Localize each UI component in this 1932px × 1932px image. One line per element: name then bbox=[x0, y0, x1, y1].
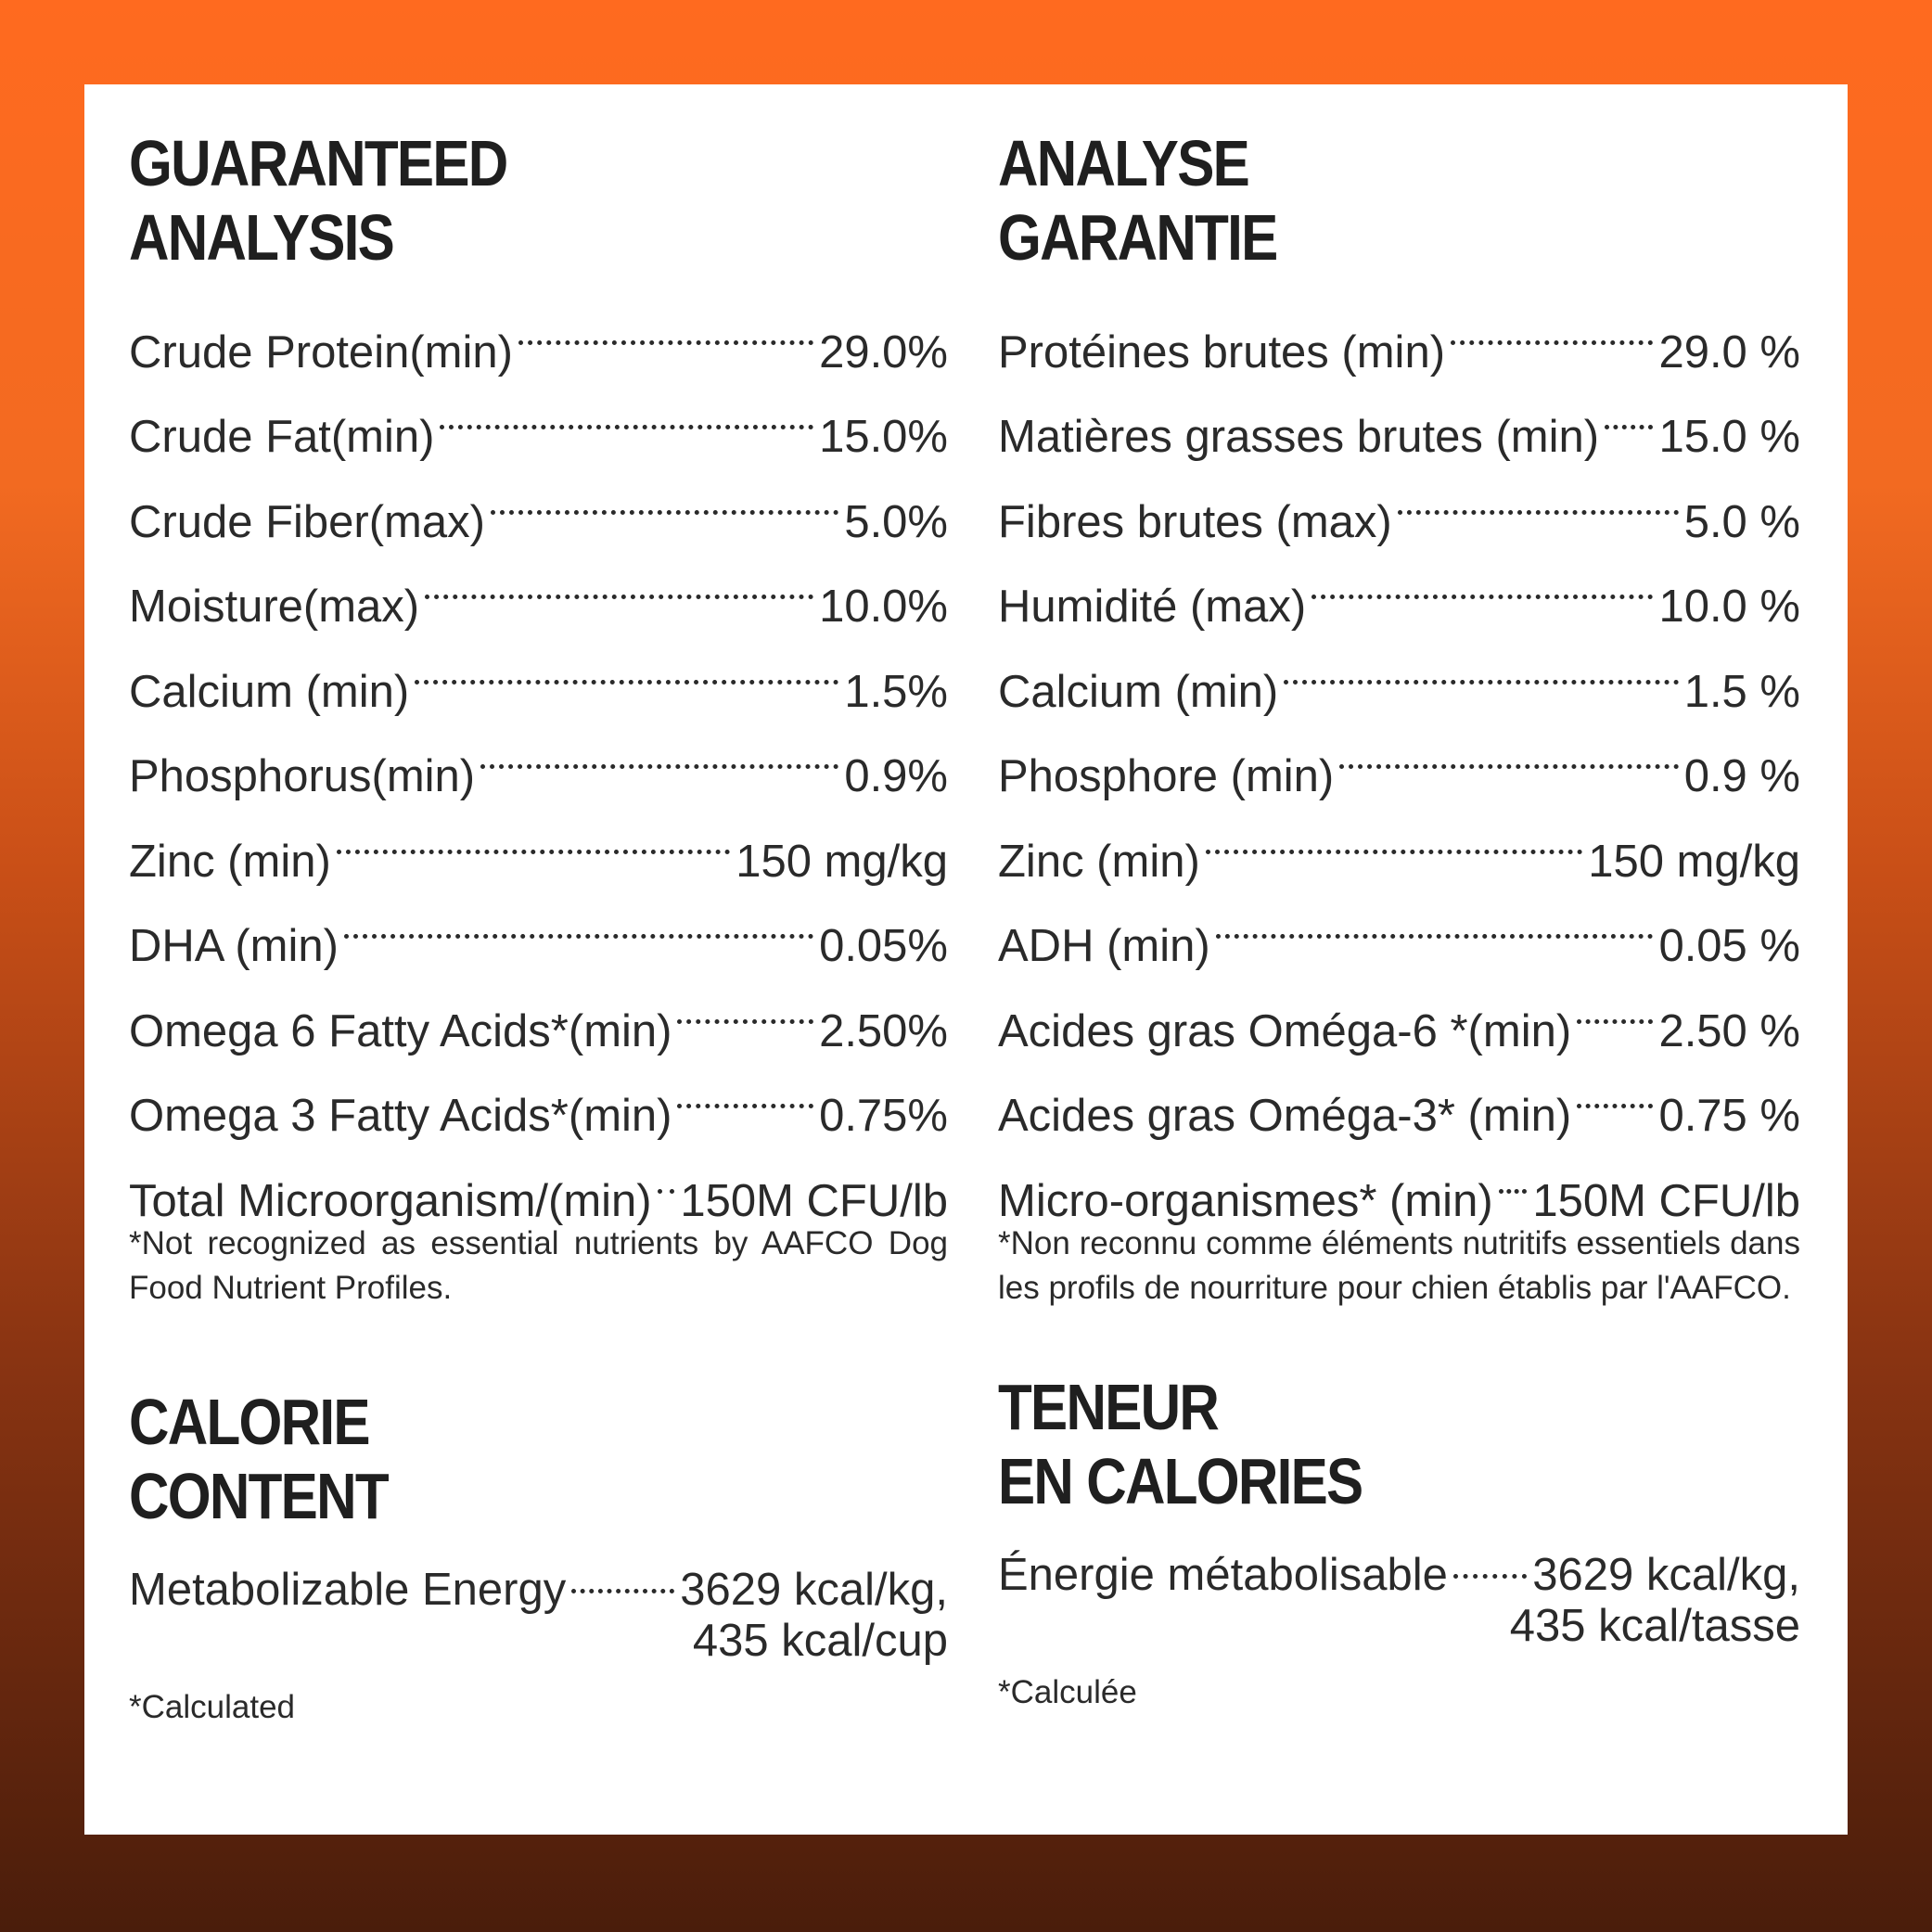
label-panel bbox=[84, 84, 1848, 1835]
dot-leader bbox=[677, 1046, 813, 1132]
heading-line-2: GARANTIE bbox=[998, 201, 1277, 274]
dot-leader bbox=[1499, 1131, 1528, 1216]
nutrient-value: 15.0% bbox=[819, 412, 948, 462]
nutrient-value: 0.9% bbox=[844, 751, 948, 801]
dot-leader bbox=[491, 452, 838, 537]
analysis-row bbox=[129, 282, 948, 377]
nutrient-value: 10.0% bbox=[819, 582, 948, 632]
energy-entry bbox=[998, 1539, 1800, 1652]
energy-label: Metabolizable Energy bbox=[129, 1565, 567, 1615]
nutrient-value: 150M CFU/lb bbox=[680, 1175, 948, 1226]
energy-value-cup: 435 kcal/tasse bbox=[1509, 1601, 1800, 1651]
nutrient-label: Phosphore (min) bbox=[998, 751, 1335, 801]
energy-label: Énergie métabolisable bbox=[998, 1550, 1448, 1600]
dot-leader bbox=[658, 1131, 675, 1216]
nutrient-label: Crude Fiber(max) bbox=[129, 496, 485, 547]
nutrient-value: 0.05% bbox=[819, 921, 948, 971]
energy-value-kg: 3629 kcal/kg, bbox=[680, 1565, 948, 1615]
nutrient-label: Total Microorganism/(min) bbox=[129, 1175, 652, 1226]
nutrient-label: Phosphorus(min) bbox=[129, 751, 476, 801]
nutrient-label: Moisture(max) bbox=[129, 582, 420, 632]
heading-line-2: ANALYSIS bbox=[129, 201, 394, 274]
dot-leader bbox=[1605, 367, 1653, 453]
nutrient-label: Protéines brutes (min) bbox=[998, 326, 1446, 377]
dot-leader bbox=[1206, 791, 1582, 876]
nutrient-value: 150M CFU/lb bbox=[1532, 1175, 1800, 1226]
dot-leader bbox=[1339, 707, 1678, 792]
energy-entry bbox=[129, 1554, 948, 1667]
heading-line-1: ANALYSE bbox=[998, 127, 1249, 199]
nutrient-value: 15.0 % bbox=[1658, 412, 1800, 462]
nutrient-label: Calcium (min) bbox=[998, 666, 1279, 717]
dot-leader bbox=[480, 707, 838, 792]
english-column bbox=[129, 126, 948, 1311]
analysis-rows bbox=[129, 282, 948, 1226]
nutrient-value: 150 mg/kg bbox=[736, 836, 948, 887]
nutrient-value: 5.0% bbox=[844, 496, 948, 547]
dot-leader bbox=[415, 621, 838, 707]
nutrient-label: Acides gras Oméga-6 *(min) bbox=[998, 1005, 1572, 1056]
teneur-en-calories-heading bbox=[998, 1370, 1688, 1518]
nutrient-label: Fibres brutes (max) bbox=[998, 496, 1392, 547]
nutrient-value: 0.9 % bbox=[1683, 751, 1800, 801]
dot-leader bbox=[1398, 452, 1679, 537]
nutrient-value: 10.0 % bbox=[1658, 582, 1800, 632]
nutrient-value: 0.75 % bbox=[1658, 1091, 1800, 1141]
dot-leader bbox=[518, 282, 813, 367]
nutrient-label: ADH (min) bbox=[998, 921, 1210, 971]
analysis-row bbox=[998, 282, 1800, 377]
nutrient-value: 0.05 % bbox=[1658, 921, 1800, 971]
nutrient-label: Humidité (max) bbox=[998, 582, 1307, 632]
nutrient-label: Calcium (min) bbox=[129, 666, 410, 717]
nutrient-label: Micro-organismes* (min) bbox=[998, 1175, 1493, 1226]
nutrient-value: 29.0% bbox=[819, 326, 948, 377]
dot-leader bbox=[1216, 876, 1654, 962]
dot-leader bbox=[571, 1554, 674, 1605]
nutrient-label: Omega 6 Fatty Acids*(min) bbox=[129, 1005, 672, 1056]
calorie-content-heading bbox=[129, 1385, 833, 1533]
french-column bbox=[998, 126, 1800, 1311]
energy-line-1 bbox=[129, 1554, 948, 1616]
nutrient-label: Zinc (min) bbox=[998, 836, 1200, 887]
dot-leader bbox=[1453, 1539, 1527, 1590]
nutrient-label: Zinc (min) bbox=[129, 836, 331, 887]
nutrient-label: Crude Protein(min) bbox=[129, 326, 513, 377]
dot-leader bbox=[337, 791, 730, 876]
dot-leader bbox=[1311, 537, 1653, 622]
nutrient-label: Acides gras Oméga-3* (min) bbox=[998, 1091, 1572, 1141]
nutrient-label: DHA (min) bbox=[129, 921, 339, 971]
nutrient-value: 1.5 % bbox=[1683, 666, 1800, 717]
aafco-note: *Non reconnu comme éléments nutritifs essentiels dans les profils de nourriture pour chien établis par l'AAFCO. bbox=[998, 1224, 1800, 1306]
heading-line-2: CONTENT bbox=[129, 1460, 388, 1532]
calorie-content-fr bbox=[998, 1370, 1800, 1715]
guaranteed-analysis-heading bbox=[129, 126, 833, 275]
nutrient-value: 5.0 % bbox=[1683, 496, 1800, 547]
heading-line-1: TENEUR bbox=[998, 1371, 1219, 1443]
nutrient-label: Matières grasses brutes (min) bbox=[998, 412, 1600, 462]
energy-value-kg: 3629 kcal/kg, bbox=[1532, 1550, 1800, 1600]
analysis-rows bbox=[998, 282, 1800, 1226]
heading-line-1: GUARANTEED bbox=[129, 127, 507, 199]
nutrient-label: Omega 3 Fatty Acids*(min) bbox=[129, 1091, 672, 1141]
dot-leader bbox=[1577, 961, 1653, 1046]
nutrient-value: 2.50% bbox=[819, 1005, 948, 1056]
energy-value-cup: 435 kcal/cup bbox=[692, 1616, 948, 1666]
dot-leader bbox=[1451, 282, 1653, 367]
calculated-note: *Calculated bbox=[129, 1689, 295, 1725]
energy-line-1 bbox=[998, 1539, 1800, 1601]
nutrient-value: 150 mg/kg bbox=[1588, 836, 1800, 887]
analyse-garantie-heading bbox=[998, 126, 1688, 275]
dot-leader bbox=[425, 537, 813, 622]
aafco-note: *Not recognized as essential nutrients by AAFCO Dog Food Nutrient Profiles. bbox=[129, 1224, 948, 1306]
dot-leader bbox=[440, 367, 813, 453]
calorie-content-en bbox=[129, 1385, 948, 1730]
dot-leader bbox=[1577, 1046, 1653, 1132]
nutrient-value: 1.5% bbox=[844, 666, 948, 717]
dot-leader bbox=[1284, 621, 1679, 707]
calculated-note: *Calculée bbox=[998, 1674, 1137, 1710]
nutrient-value: 29.0 % bbox=[1658, 326, 1800, 377]
nutrient-label: Crude Fat(min) bbox=[129, 412, 435, 462]
heading-line-1: CALORIE bbox=[129, 1386, 369, 1458]
nutrient-value: 2.50 % bbox=[1658, 1005, 1800, 1056]
nutrient-value: 0.75% bbox=[819, 1091, 948, 1141]
dot-leader bbox=[677, 961, 813, 1046]
dot-leader bbox=[344, 876, 813, 962]
heading-line-2: EN CALORIES bbox=[998, 1445, 1363, 1517]
